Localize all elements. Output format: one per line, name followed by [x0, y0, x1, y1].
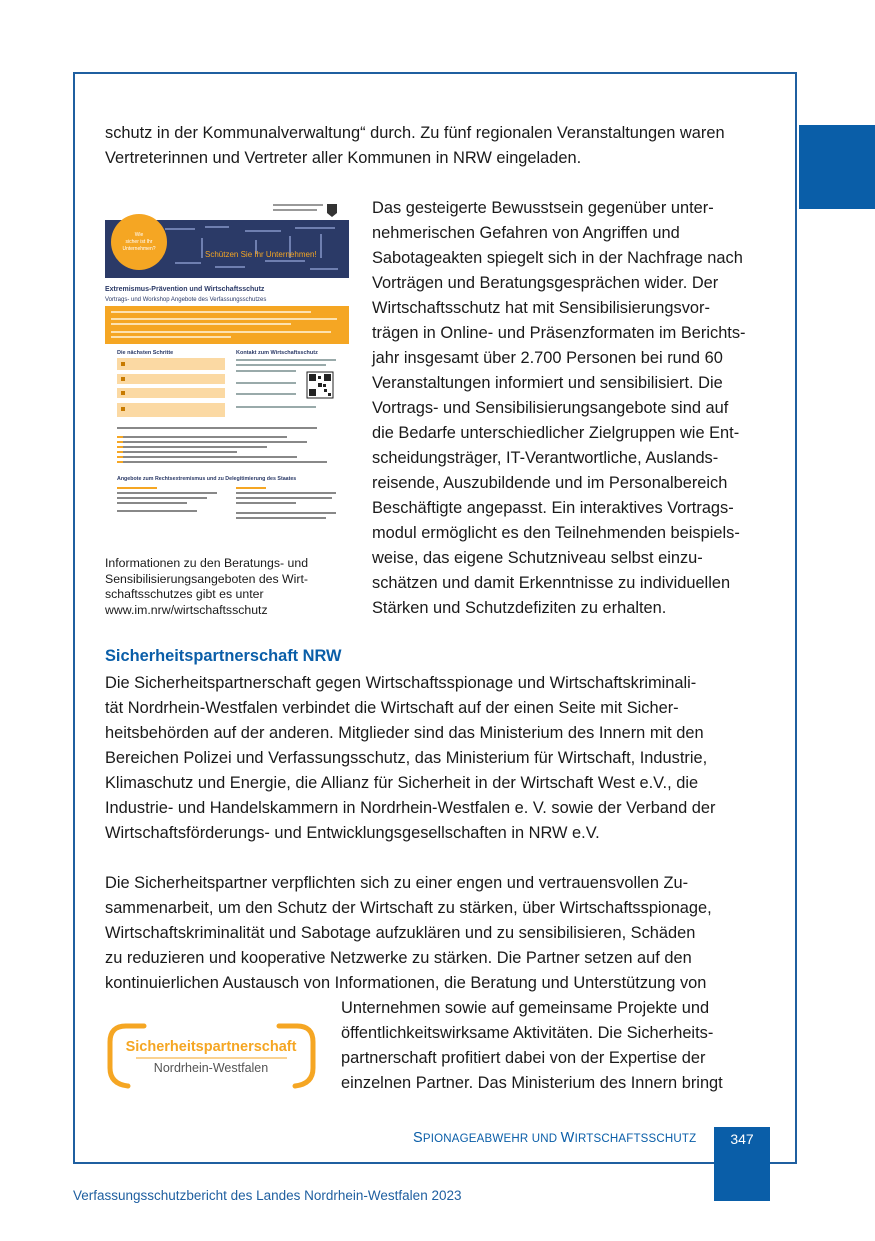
text-line: Wirtschaftsschutz hat mit Sensibilisierungsvor-	[372, 299, 710, 317]
text-line: trägen in Online- und Präsenzformaten im Berichts-	[372, 324, 746, 342]
text-line: Vorträgen und Beratungsgesprächen wider. Der	[372, 274, 719, 292]
text-line: Industrie- und Handelskammern in Nordrhein-Westfalen e. V. sowie der Verband der	[105, 799, 716, 817]
text-line: partnerschaft profitiert dabei von der Expertise der	[341, 1049, 706, 1067]
text-line: sammenarbeit, um den Schutz der Wirtschaft zu stärken, über Wirtschaftsspionage,	[105, 899, 712, 917]
text-line: Vortrags- und Sensibilisierungsangebote sind auf	[372, 399, 729, 417]
text-line: Veranstaltungen informiert und sensibilisiert. Die	[372, 374, 723, 392]
text-line: weise, das eigene Schutzniveau selbst einzu-	[372, 549, 703, 567]
poster-illustration	[105, 200, 349, 530]
paragraph-cooperation	[105, 871, 775, 996]
text-line: modul ermöglicht es den Teilnehmenden beispiels-	[372, 524, 740, 542]
info-poster-image	[105, 200, 349, 530]
security-partnership-logo	[104, 1022, 319, 1090]
text-line: jahr insgesamt über 2.700 Personen bei rund 60	[372, 349, 723, 367]
text-line: die Bedarfe unterschiedlicher Zielgruppen wie Ent-	[372, 424, 740, 442]
running-footer-section: SPIONAGEABWEHR UND WIRTSCHAFTSSCHUTZ	[413, 1130, 697, 1146]
svg-text:sicher ist Ihr: sicher ist Ihr	[125, 239, 153, 245]
figure-caption	[105, 556, 345, 618]
logo-subtitle: Nordrhein-Westfalen	[153, 1061, 269, 1075]
text-line: öffentlichkeitswirksame Aktivitäten. Die Sicherheits-	[341, 1024, 714, 1042]
text-line: kontinuierlichen Austausch von Informationen, die Beratung und Unterstützung von	[105, 974, 707, 992]
section-heading: Sicherheitspartnerschaft NRW	[105, 647, 342, 665]
paragraph-partnership	[105, 671, 775, 846]
text-line: zu reduzieren und kooperative Netzwerke zu stärken. Die Partner setzen auf den	[105, 949, 692, 967]
paragraph-cooperation-continued	[341, 996, 761, 1096]
text-line: reisende, Auszubildende und im Personalbereich	[372, 474, 728, 492]
page-number: 347	[730, 1131, 754, 1147]
poster-steps-heading: Die nächsten Schritte	[117, 350, 174, 356]
poster-subtitle: Vortrags- und Workshop Angebote des Verfassungsschutzes	[105, 297, 267, 303]
caption-line: schaftsschutzes gibt es unter	[105, 587, 264, 601]
logo-title: Sicherheitspartnerschaft	[125, 1039, 297, 1055]
paragraph-intro: schutz in der Kommunalverwaltung“ durch. Zu fünf regionalen Veranstaltungen waren Vertreterinnen und Vertreter aller Kommunen in NRW eingeladen.	[105, 124, 725, 167]
text-line: nehmerischen Gefahren von Angriffen und	[372, 224, 680, 242]
logo-bracket-frame	[104, 1022, 319, 1090]
svg-text:Wie: Wie	[134, 232, 144, 238]
text-line: Wirtschaftsförderungs- und Entwicklungsgesellschaften in NRW e.V.	[105, 824, 600, 842]
report-title-footer: Verfassungsschutzbericht des Landes Nordrhein-Westfalen 2023	[73, 1188, 462, 1203]
text-line: Unternehmen sowie auf gemeinsame Projekte und	[341, 999, 710, 1017]
text-line: Beschäftigte angepasst. Ein interaktives Vortrags-	[372, 499, 734, 517]
poster-offer-heading: Angebote zum Rechtsextremismus und zu Delegitimierung des Staates	[117, 476, 297, 482]
svg-text:Unternehmen?: Unternehmen?	[122, 246, 156, 252]
chapter-tab-marker	[799, 125, 875, 209]
poster-banner-slogan: Schützen Sie Ihr Unternehmen!	[205, 250, 317, 259]
text-line: Wirtschaftskriminalität und Sabotage aufzuklären und zu sensibilisieren, Schäden	[105, 924, 696, 942]
caption-line: Informationen zu den Beratungs- und	[105, 556, 309, 570]
caption-line: Sensibilisierungsangeboten des Wirt-	[105, 571, 309, 586]
text-line: Die Sicherheitspartnerschaft gegen Wirtschaftsspionage und Wirtschaftskriminali-	[105, 674, 697, 692]
text-line: Bereichen Polizei und Verfassungsschutz, das Ministerium für Wirtschaft, Industrie,	[105, 749, 708, 767]
paragraph-awareness	[372, 196, 772, 621]
text-line: Stärken und Schutzdefiziten zu erhalten.	[372, 599, 667, 617]
text-line: tät Nordrhein-Westfalen verbindet die Wirtschaft auf der einen Seite mit Sicher-	[105, 699, 679, 717]
poster-title: Extremismus-Prävention und Wirtschaftsschutz	[105, 286, 265, 293]
text-line: einzelnen Partner. Das Ministerium des Innern bringt	[341, 1074, 723, 1092]
text-line: Das gesteigerte Bewusstsein gegenüber unter-	[372, 199, 714, 217]
text-line: scheidungsträger, IT-Verantwortliche, Auslands-	[372, 449, 719, 467]
text-line: schätzen und damit Erkenntnisse zu individuellen	[372, 574, 731, 592]
poster-contact-heading: Kontakt zum Wirtschaftsschutz	[236, 350, 318, 356]
text-line: Klimaschutz und Energie, die Allianz für Sicherheit in der Wirtschaft West e.V., die	[105, 774, 699, 792]
caption-url: www.im.nrw/wirtschaftsschutz	[105, 602, 268, 617]
text-line: Die Sicherheitspartner verpflichten sich zu einer engen und vertrauensvollen Zu-	[105, 874, 689, 892]
text-line: Sabotageakten spiegelt sich in der Nachfrage nach	[372, 249, 743, 267]
text-line: heitsbehörden auf der anderen. Mitglieder sind das Ministerium des Innern mit den	[105, 724, 704, 742]
